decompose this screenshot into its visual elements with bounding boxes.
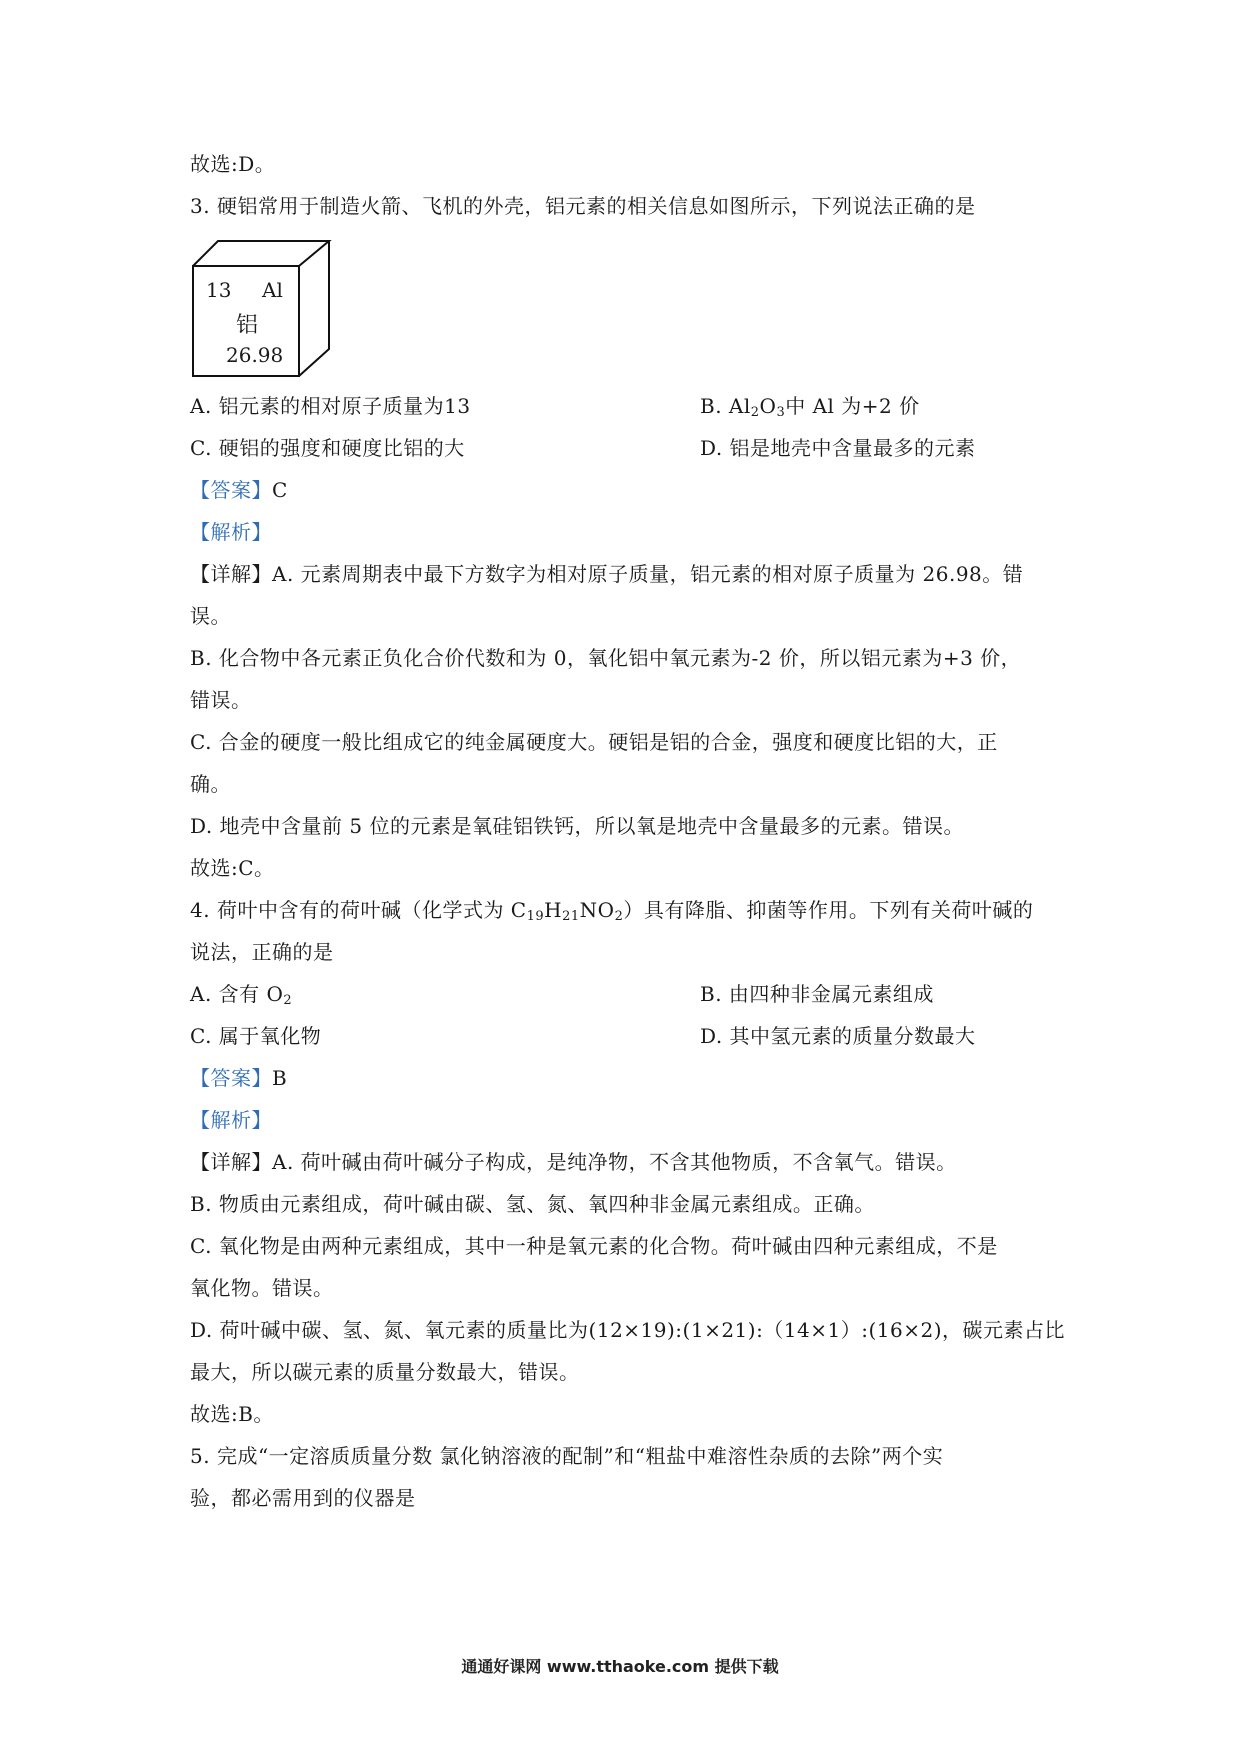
answer-value: C — [272, 478, 288, 502]
q4-detail-line: B. 物质由元素组成，荷叶碱由碳、氢、氮、氧四种非金属元素组成。正确。 — [190, 1192, 875, 1216]
q3-option-c: C. 硬铝的强度和硬度比铝的大 — [190, 436, 465, 460]
formula-sub-c: 19 — [526, 909, 545, 924]
q4-option-d: D. 其中氢元素的质量分数最大 — [700, 1024, 976, 1048]
q4-detail-line — [190, 1149, 957, 1175]
q4-detail-line: D. 荷叶碱中碳、氢、氮、氧元素的质量比为(12×19):(1×21):（14×1）:(16×2)，碳元素占比 — [190, 1318, 1066, 1342]
q3-analysis-label: 【解析】 — [190, 520, 272, 544]
q4-answer — [190, 1065, 287, 1091]
detail-label: 【详解】 — [190, 562, 272, 586]
q3-option-b — [700, 393, 920, 419]
q4-analysis-label: 【解析】 — [190, 1108, 272, 1132]
q5-stem-line2: 验，都必需用到的仪器是 — [190, 1486, 416, 1510]
formula-sub-o: 2 — [614, 909, 624, 924]
answer-value: B — [272, 1066, 288, 1090]
q3-option-b-pre: B. Al — [700, 394, 751, 418]
formula-h: H — [544, 898, 563, 922]
q4-option-a — [190, 981, 292, 1007]
q3-detail-line — [190, 561, 1023, 587]
q3-option-b-post: 中 Al 为+2 价 — [785, 394, 920, 418]
q3-stem: 3. 硬铝常用于制造火箭、飞机的外壳，铝元素的相关信息如图所示，下列说法正确的是 — [190, 194, 976, 218]
q4-stem-line2: 说法，正确的是 — [190, 940, 334, 964]
q4-detail-line: 最大，所以碳元素的质量分数最大，错误。 — [190, 1360, 580, 1384]
page-footer: 通通好课网 www.tthaoke.com 提供下载 — [461, 1657, 779, 1676]
q3-detail-line: 确。 — [190, 772, 231, 796]
detail-label: 【详解】 — [190, 1150, 272, 1174]
q5-stem: 5. 完成“一定溶质质量分数 氯化钠溶液的配制”和“粗盐中难溶性杂质的去除”两个实 — [190, 1444, 944, 1468]
q4-option-c: C. 属于氧化物 — [190, 1024, 322, 1048]
previous-conclusion: 故选:D。 — [190, 152, 276, 176]
q3-option-a: A. 铝元素的相对原子质量为13 — [190, 394, 471, 418]
q4-detail-line: C. 氧化物是由两种元素组成，其中一种是氧元素的化合物。荷叶碱由四种元素组成，不是 — [190, 1234, 998, 1258]
answer-label: 【答案】 — [190, 478, 272, 502]
q3-answer — [190, 477, 288, 503]
q3-detail-line: C. 合金的硬度一般比组成它的纯金属硬度大。硬铝是铝的合金，强度和硬度比铝的大，正 — [190, 730, 998, 754]
q4-stem — [190, 897, 1033, 923]
q4-option-a-sub: 2 — [283, 993, 293, 1008]
detail-text: A. 荷叶碱由荷叶碱分子构成，是纯净物，不含其他物质，不含氧气。错误。 — [272, 1150, 957, 1174]
element-symbol: Al — [262, 278, 283, 302]
q4-stem-pre: 4. 荷叶中含有的荷叶碱（化学式为 C — [190, 898, 527, 922]
q4-detail-line: 氧化物。错误。 — [190, 1276, 334, 1300]
q3-option-d: D. 铝是地壳中含量最多的元素 — [700, 436, 976, 460]
q4-option-b: B. 由四种非金属元素组成 — [700, 982, 934, 1006]
aluminum-element-cell — [192, 240, 332, 380]
atomic-number: 13 — [206, 278, 232, 302]
q3-detail-line: 错误。 — [190, 688, 252, 712]
q3-conclusion: 故选:C。 — [190, 856, 275, 880]
formula-rest: NO — [579, 898, 615, 922]
q3-option-b-sub1: 2 — [750, 405, 760, 420]
q3-detail-line: 误。 — [190, 604, 231, 628]
q4-conclusion: 故选:B。 — [190, 1402, 274, 1426]
atomic-mass: 26.98 — [226, 343, 284, 367]
q4-option-a-text: A. 含有 O — [190, 982, 284, 1006]
detail-text: A. 元素周期表中最下方数字为相对原子质量，铝元素的相对原子质量为 26.98。错 — [272, 562, 1024, 586]
formula-sub-h: 21 — [562, 909, 580, 924]
q3-detail-line: B. 化合物中各元素正负化合价代数和为 0，氧化铝中氧元素为-2 价，所以铝元素为+3 价， — [190, 646, 1022, 670]
q3-option-b-sub2: 3 — [776, 405, 786, 420]
answer-label: 【答案】 — [190, 1066, 272, 1090]
q4-stem-post: ）具有降脂、抑菌等作用。下列有关荷叶碱的 — [623, 898, 1034, 922]
element-name: 铝 — [236, 313, 259, 338]
q3-option-b-mid: O — [759, 394, 777, 418]
q3-detail-line: D. 地壳中含量前 5 位的元素是氧硅铝铁钙，所以氧是地壳中含量最多的元素。错误。 — [190, 814, 964, 838]
